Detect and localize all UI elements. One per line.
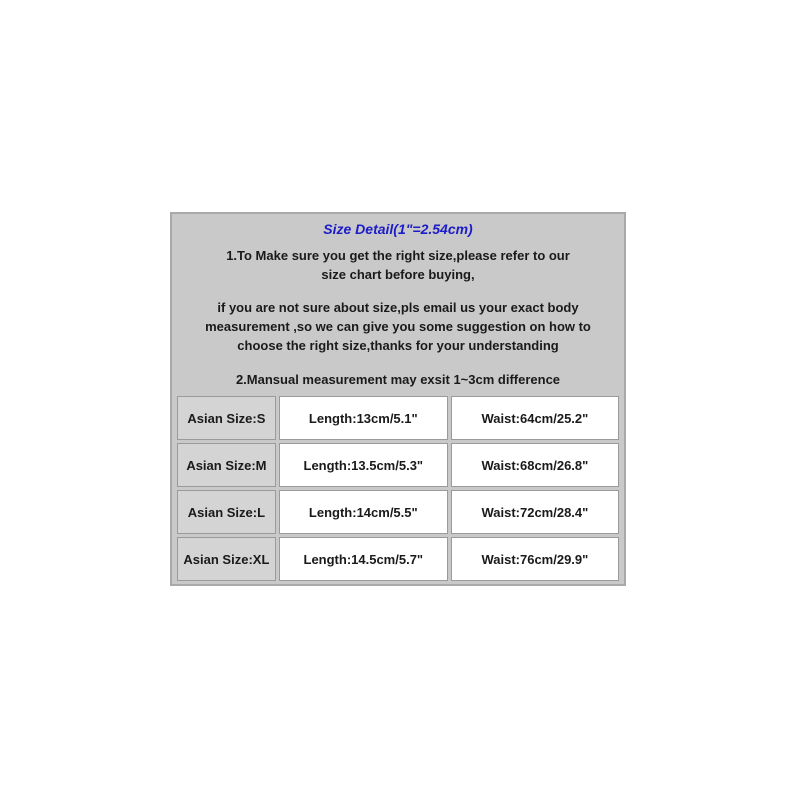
size-label-cell: Asian Size:S xyxy=(177,396,276,440)
table-row xyxy=(177,490,619,534)
size-label-cell: Asian Size:M xyxy=(177,443,276,487)
length-cell: Length:13cm/5.1" xyxy=(279,396,448,440)
size-label-cell: Asian Size:XL xyxy=(177,537,276,581)
size-chart-header xyxy=(174,216,622,394)
table-row xyxy=(177,443,619,487)
size-chart-panel xyxy=(170,212,626,586)
size-table xyxy=(174,393,622,584)
waist-cell: Waist:76cm/29.9" xyxy=(451,537,619,581)
size-note-refer-chart: 1.To Make sure you get the right size,please refer to our size chart before buying, xyxy=(226,248,570,282)
waist-cell: Waist:68cm/26.8" xyxy=(451,443,619,487)
table-row xyxy=(177,396,619,440)
length-cell: Length:13.5cm/5.3" xyxy=(279,443,448,487)
waist-cell: Waist:64cm/25.2" xyxy=(451,396,619,440)
table-row xyxy=(177,537,619,581)
length-cell: Length:14.5cm/5.7" xyxy=(279,537,448,581)
size-chart-title: Size Detail(1"=2.54cm) xyxy=(323,221,473,237)
size-note-email: if you are not sure about size,pls email us your exact body measurement ,so we can give you some suggestion on how to choose the right size,thanks for your understanding xyxy=(205,300,591,353)
size-label-cell: Asian Size:L xyxy=(177,490,276,534)
size-note-difference: 2.Mansual measurement may exsit 1~3cm difference xyxy=(235,372,561,387)
waist-cell: Waist:72cm/28.4" xyxy=(451,490,619,534)
length-cell: Length:14cm/5.5" xyxy=(279,490,448,534)
